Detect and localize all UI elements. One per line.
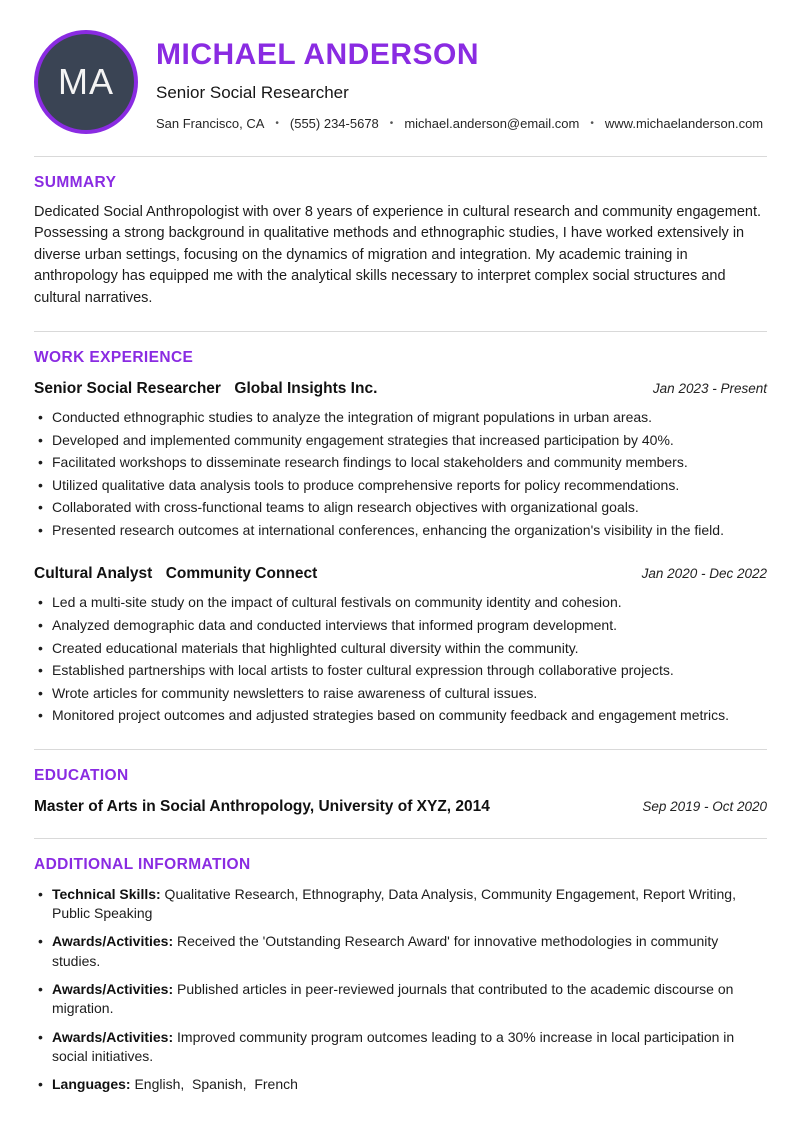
job-entry xyxy=(34,565,767,726)
education-degree: Master of Arts in Social Anthropology, University of XYZ, 2014 xyxy=(34,797,490,815)
bullet-item: • Conducted ethnographic studies to analyze the integration of migrant populations in urban areas. xyxy=(34,406,767,429)
summary-heading: SUMMARY xyxy=(34,174,117,191)
additional-item-label: Languages: xyxy=(52,1076,131,1093)
additional-item-text: Published articles in peer-reviewed journals that contributed to the academic discourse on migration. xyxy=(52,980,738,1017)
bullet-item: • Created educational materials that highlighted cultural diversity within the community. xyxy=(34,637,767,660)
additional-item xyxy=(34,885,764,924)
contact-website[interactable]: www.michaelanderson.com xyxy=(604,116,764,131)
header-text xyxy=(156,28,763,131)
bullet-item: • Collaborated with cross-functional teams to align research objectives with organizational goals. xyxy=(34,496,767,519)
professional-title: Senior Social Researcher xyxy=(156,83,349,102)
bullet-item: • Utilized qualitative data analysis tools to produce comprehensive reports for policy recommendations. xyxy=(34,474,767,497)
additional-item-text: Qualitative Research, Ethnography, Data Analysis, Community Engagement, Report Writing, Public Speaking xyxy=(52,885,740,921)
job-role: Senior Social Researcher xyxy=(34,380,221,398)
avatar xyxy=(34,30,138,134)
additional-item xyxy=(34,932,764,971)
bullet-item: • Led a multi-site study on the impact of cultural festivals on community identity and cohesion. xyxy=(34,591,767,614)
job-title-line xyxy=(34,565,317,583)
additional-item-label: Awards/Activities: xyxy=(52,1028,174,1045)
bullet-item: • Presented research outcomes at international conferences, enhancing the organization's visibility in the field. xyxy=(34,519,767,542)
additional-item-text: Improved community program outcomes leading to a 30% increase in local participation in social initiatives. xyxy=(52,1028,739,1064)
avatar-initials: MA xyxy=(58,61,114,102)
additional-item xyxy=(34,1075,764,1094)
education-section xyxy=(34,767,767,816)
job-bullet-list xyxy=(34,591,767,726)
additional-info-heading: ADDITIONAL INFORMATION xyxy=(34,855,251,873)
work-experience-section xyxy=(34,349,767,726)
bullet-item: • Facilitated workshops to disseminate research findings to local stakeholders and community members. xyxy=(34,451,767,474)
job-company: Community Connect xyxy=(165,565,318,583)
section-divider xyxy=(34,749,767,750)
additional-item-text: English, Spanish, French xyxy=(130,1076,298,1093)
job-entry xyxy=(34,380,767,541)
education-heading: EDUCATION xyxy=(34,766,129,784)
additional-item-text: Received the 'Outstanding Research Award' for innovative methodologies in community studies. xyxy=(52,933,723,969)
bullet-item: • Established partnerships with local artists to foster cultural expression through collaborative projects. xyxy=(34,659,767,682)
job-dates: Jan 2020 - Dec 2022 xyxy=(641,566,767,582)
job-company: Global Insights Inc. xyxy=(234,380,378,398)
resume-header xyxy=(34,28,767,134)
bullet-item: • Analyzed demographic data and conducted interviews that informed program development. xyxy=(34,614,767,637)
additional-item-label: Awards/Activities: xyxy=(52,980,174,997)
separator-dot: • xyxy=(389,117,394,129)
section-divider xyxy=(34,838,767,839)
additional-item xyxy=(34,1028,764,1067)
job-bullet-list xyxy=(34,406,767,541)
contact-phone: (555) 234-5678 xyxy=(289,116,379,131)
separator-dot: • xyxy=(590,117,594,129)
bullet-item: • Monitored project outcomes and adjusted strategies based on community feedback and engagement metrics. xyxy=(34,704,767,727)
additional-info-section xyxy=(34,856,767,1095)
job-header xyxy=(34,380,767,398)
bullet-item: • Wrote articles for community newsletters to raise awareness of cultural issues. xyxy=(34,682,767,705)
additional-item xyxy=(34,980,764,1019)
work-experience-heading: WORK EXPERIENCE xyxy=(34,349,194,367)
additional-info-list xyxy=(34,885,767,1095)
additional-item-label: Awards/Activities: xyxy=(52,933,174,950)
bullet-item: • Developed and implemented community engagement strategies that increased participation by 40%. xyxy=(34,429,767,452)
summary-text: Dedicated Social Anthropologist with over 8 years of experience in cultural research and community engagement. Possessing a strong background in qualitative methods and ethnographic studies, I have worked extensively in diverse urban settings, focusing on the dynamics of migration and integration. My academic training in anthropology has equipped me with the analytical skills necessary to interpret complex social structures and cultural narratives. xyxy=(34,204,762,306)
job-header xyxy=(34,565,767,583)
contact-email[interactable]: michael.anderson@email.com xyxy=(404,116,580,131)
separator-dot: • xyxy=(275,117,279,129)
job-dates: Jan 2023 - Present xyxy=(652,381,767,397)
name-heading: MICHAEL ANDERSON xyxy=(156,38,480,71)
contact-line xyxy=(156,116,763,131)
additional-item-label: Technical Skills: xyxy=(52,885,161,902)
section-divider xyxy=(34,156,767,157)
job-role: Cultural Analyst xyxy=(34,565,153,583)
summary-section xyxy=(34,174,767,309)
education-entry xyxy=(34,798,767,816)
section-divider xyxy=(34,331,767,332)
education-dates: Sep 2019 - Oct 2020 xyxy=(642,798,767,814)
contact-location: San Francisco, CA xyxy=(156,116,265,131)
job-title-line xyxy=(34,380,377,398)
